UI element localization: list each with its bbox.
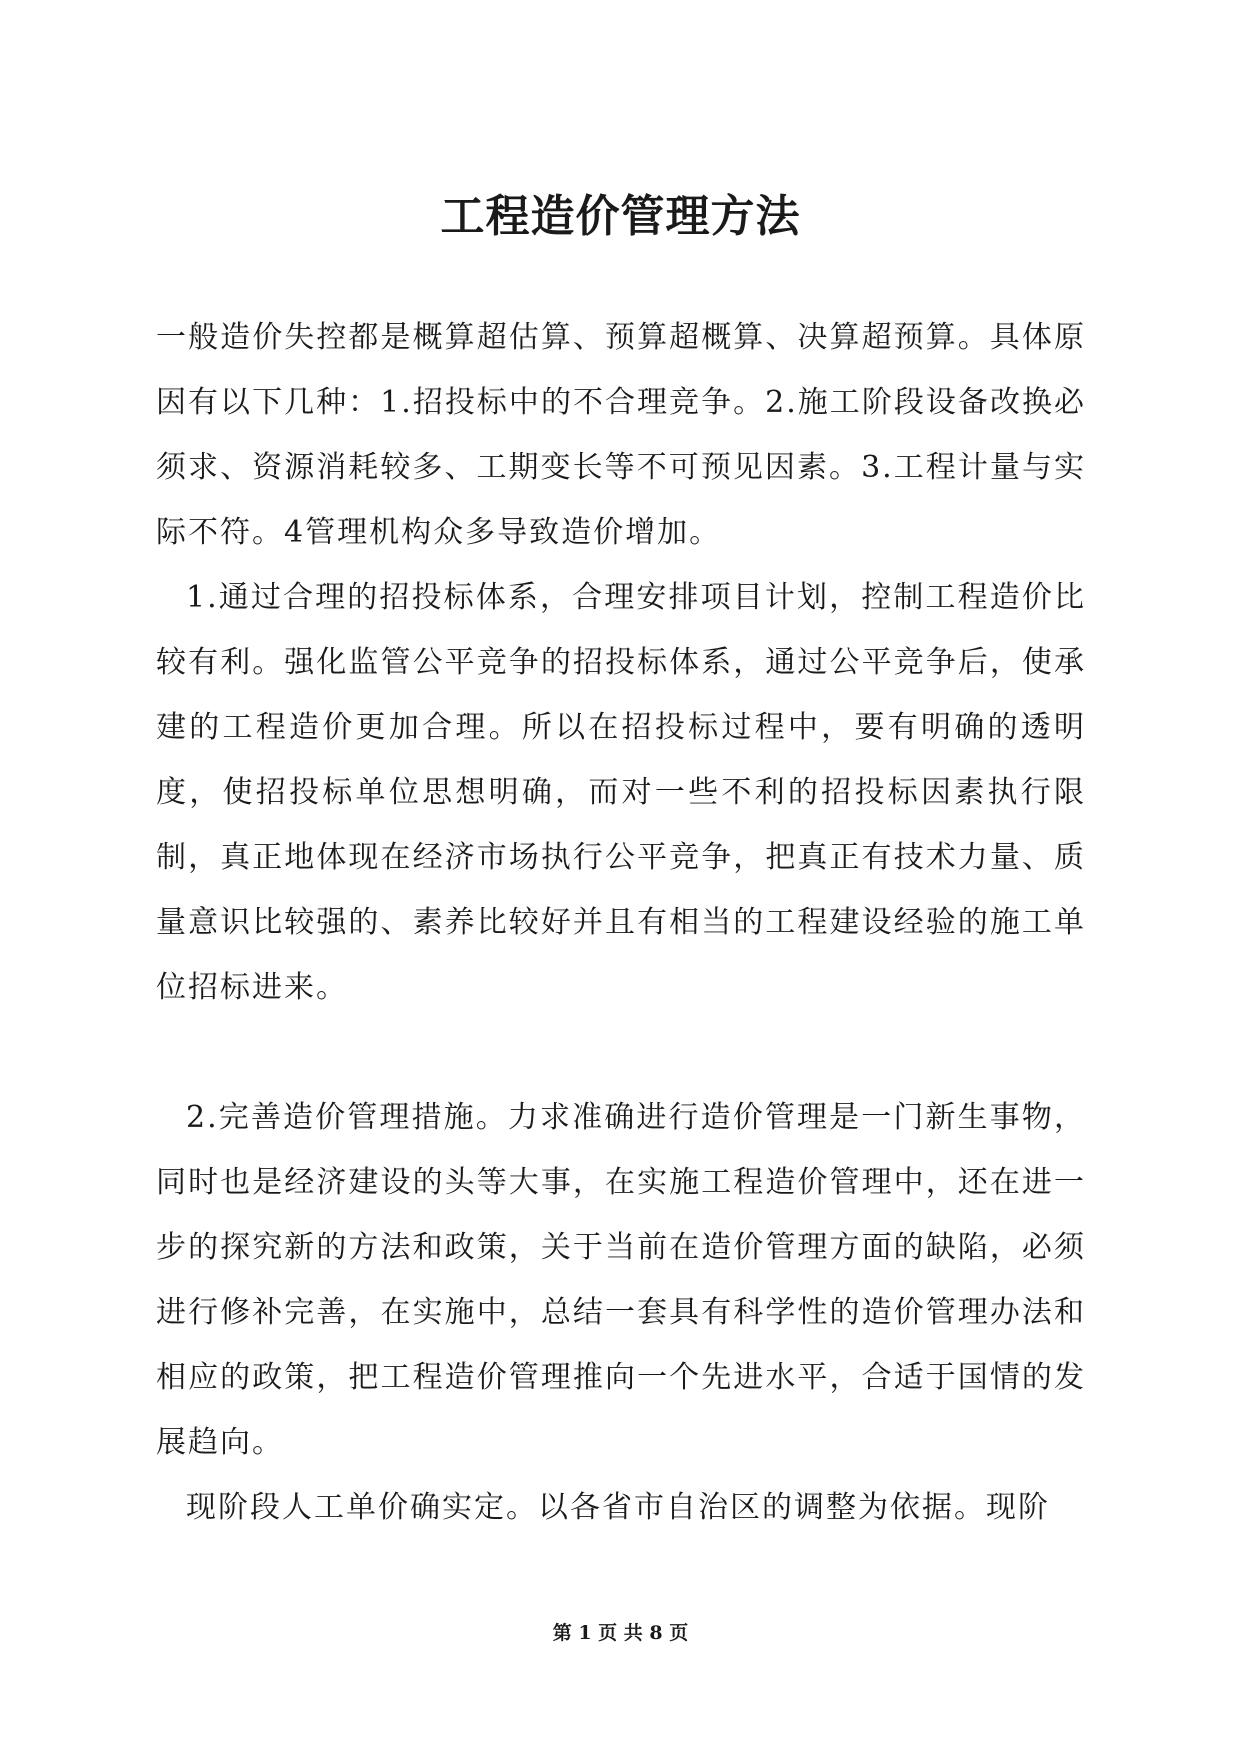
page-title: 工程造价管理方法 <box>440 191 801 242</box>
paragraph-management-measures: 2.完善造价管理措施。力求准确进行造价管理是一门新生事物，同时也是经济建设的头等大事，在实施工程造价管理中，还在进一步的探究新的方法和政策，关于当前在造价管理方面的缺陷，必须进行修补完善，在实施中，总结一套具有科学性的造价管理办法和相应的政策，把工程造价管理推向一个先进水平，合适于国情的发展趋向。 <box>156 1100 1086 1460</box>
paragraph-causes: 一般造价失控都是概算超估算、预算超概算、决算超预算。具体原因有以下几种：1.招投标中的不合理竞争。2.施工阶段设备改换必须求、资源消耗较多、工期变长等不可预见因素。3.工程计量与实际不符。4管理机构众多导致造价增加。 <box>156 320 1086 550</box>
page-footer: 第 1 页 共 8 页 <box>552 1622 689 1644</box>
paragraph-bidding: 1.通过合理的招投标体系，合理安排项目计划，控制工程造价比较有利。强化监管公平竞争的招投标体系，通过公平竞争后，使承建的工程造价更加合理。所以在招投标过程中，要有明确的透明度，使招投标单位思想明确，而对一些不利的招投标因素执行限制，真正地体现在经济市场执行公平竞争，把真正有技术力量、质量意识比较强的、素养比较好并且有相当的工程建设经验的施工单位招标进来。 <box>156 580 1086 1005</box>
document-body <box>156 305 1086 1540</box>
paragraph-spacer <box>156 1020 1086 1085</box>
paragraph-labor-price: 现阶段人工单价确实定。以各省市自治区的调整为依据。现阶 <box>186 1490 1050 1525</box>
